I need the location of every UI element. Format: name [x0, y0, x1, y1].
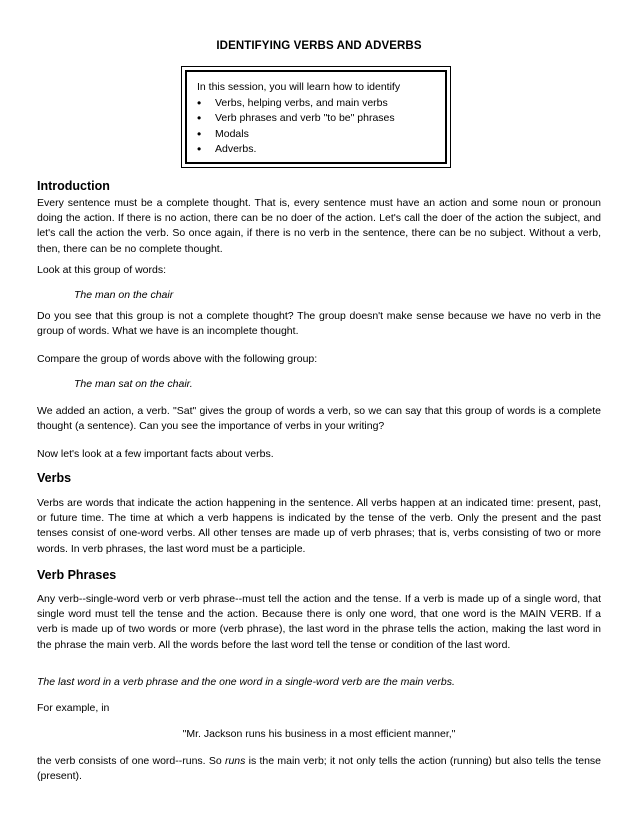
objective-item: • Adverbs. — [197, 142, 445, 158]
verb-phrases-rule: The last word in a verb phrase and the one word in a single-word verb are the main verbs. — [37, 676, 455, 688]
objective-item: • Modals — [197, 127, 445, 143]
verb-phrases-paragraph-1: Any verb--single-word verb or verb phrase--must tell the action and the tense. If a verb is made up of a single word, that single word must tell the tense and the action. Because there is only one word, that one word is the MAIN VERB. If a verb is made up of two words or more (verb phrase), the last word in the phrase tells the action, making the last word in the phrase the main verb. All the words before the last word tell the tense or condition of the last word. — [37, 593, 601, 651]
session-objectives-box — [181, 66, 451, 168]
verb-phrases-paragraph-3 — [37, 754, 601, 784]
verbs-heading: Verbs — [37, 471, 72, 485]
introduction-paragraph-3: Do you see that this group is not a complete thought? The group doesn't make sense because we have no verb in the group of words. What we have is an incomplete thought. — [37, 310, 601, 338]
session-objectives-inner — [185, 70, 447, 164]
session-intro: In this session, you will learn how to identify — [197, 81, 401, 93]
paragraph-text: is the main verb; it not only tells the action (running) but also tells the tense (present). — [37, 755, 602, 783]
introduction-paragraph-6: Now let's look at a few important facts about verbs. — [37, 448, 274, 460]
introduction-paragraph-2: Look at this group of words: — [37, 264, 166, 276]
page-title: IDENTIFYING VERBS AND ADVERBS — [216, 40, 422, 52]
example-complete-thought: The man sat on the chair. — [74, 378, 193, 390]
introduction-heading: Introduction — [37, 179, 110, 193]
paragraph-text: the verb consists of one word--runs. So — [37, 755, 225, 767]
introduction-paragraph-5: We added an action, a verb. "Sat" gives the group of words a verb, so we can say that this group of words is a complete thought (a sentence). Can you see the importance of verbs in your writing? — [37, 405, 601, 433]
objectives-list — [197, 96, 445, 158]
verbs-paragraph: Verbs are words that indicate the action happening in the sentence. All verbs happen at an indicated time: present, past, or future time. The time at which a verb happens is indicated by the tense of the verb. Only the present and the past tenses consist of one-word verbs. All other tenses are made up of verb phrases; that is, verbs consisting of two or more words. In verb phrases, the last word must be a participle. — [37, 497, 601, 555]
objective-item: • Verbs, helping verbs, and main verbs — [197, 96, 445, 112]
introduction-paragraph-4: Compare the group of words above with the following group: — [37, 353, 318, 365]
emphasized-word: runs — [224, 755, 246, 767]
introduction-paragraph-1: Every sentence must be a complete thought. That is, every sentence must have an action and some noun or pronoun doing the action. If there is no action, there can be no doer of the action. Let's call the doer of the action the subject, and let's call the action the verb. So once again, if there is no verb in the sentence, there can be no subject. Without a verb, then, there can be no complete thought. — [37, 197, 601, 255]
objective-item: • Verb phrases and verb "to be" phrases — [197, 111, 445, 127]
verb-phrases-heading: Verb Phrases — [37, 568, 117, 582]
example-sentence-quote: "Mr. Jackson runs his business in a most efficient manner," — [182, 728, 456, 740]
verb-phrases-paragraph-2: For example, in — [37, 702, 110, 714]
example-incomplete-thought: The man on the chair — [74, 289, 174, 301]
